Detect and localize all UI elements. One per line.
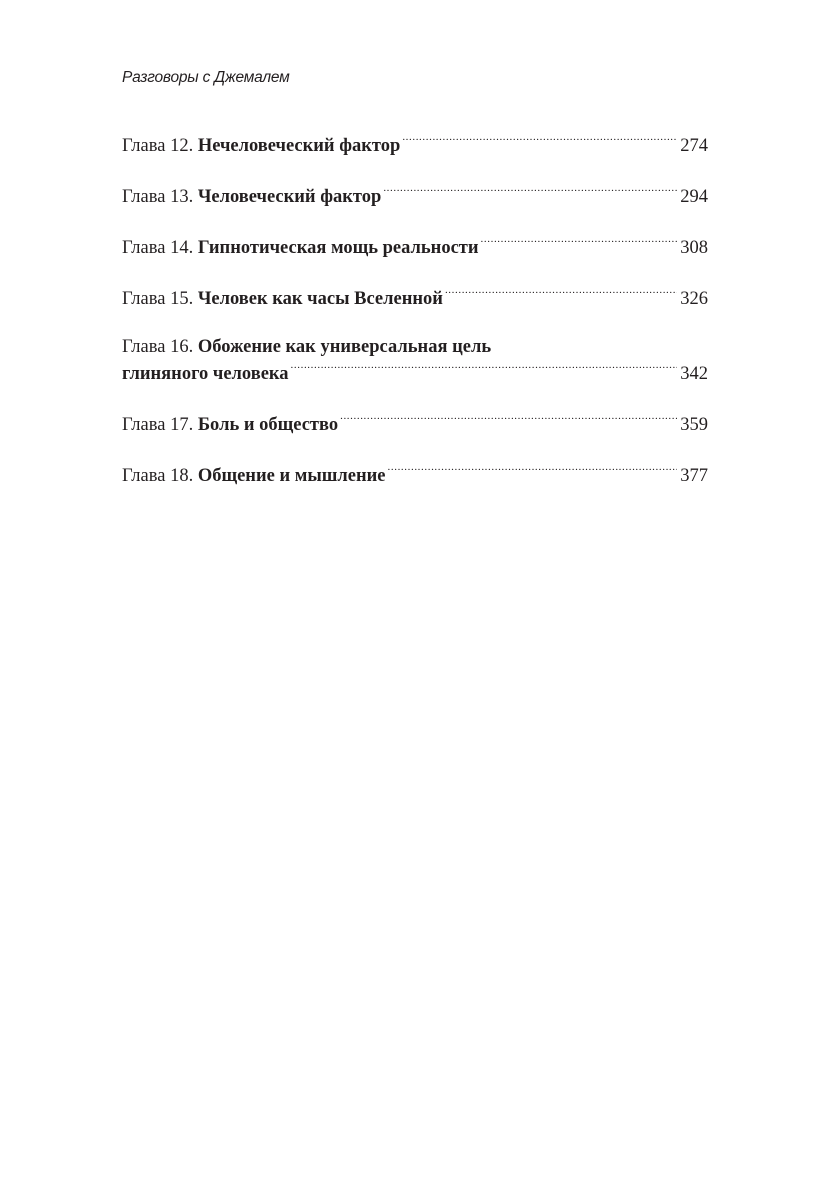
dot-leader xyxy=(388,461,678,481)
toc-line xyxy=(122,284,708,311)
toc-line xyxy=(122,131,708,158)
toc-line xyxy=(122,335,708,359)
toc-line xyxy=(122,233,708,260)
chapter-number: Глава 17. xyxy=(122,415,194,435)
chapter-number: Глава 16. xyxy=(122,337,194,357)
toc-line xyxy=(122,359,708,386)
page-number: 326 xyxy=(680,289,708,309)
dot-leader xyxy=(291,359,678,379)
chapter-title: Гипнотическая мощь реальности xyxy=(197,238,479,258)
dot-leader xyxy=(402,131,677,151)
running-head: Разговоры с Джемалем xyxy=(122,69,290,86)
chapter-title-line-2: глиняного человека xyxy=(122,364,289,384)
page-number: 308 xyxy=(680,238,708,258)
toc-line xyxy=(122,182,708,209)
dot-leader xyxy=(481,233,678,253)
chapter-title: Боль и общество xyxy=(197,415,339,435)
page-number: 359 xyxy=(680,415,708,435)
page-number: 377 xyxy=(680,466,708,486)
toc-line xyxy=(122,410,708,437)
chapter-title: Человеческий фактор xyxy=(197,187,382,207)
toc-entry-18 xyxy=(122,461,708,488)
toc-entry-16 xyxy=(122,335,708,386)
toc-entry-13 xyxy=(122,182,708,209)
table-of-contents xyxy=(122,131,708,512)
toc-entry-15 xyxy=(122,284,708,311)
chapter-number: Глава 15. xyxy=(122,289,194,309)
chapter-title: Человек как часы Вселенной xyxy=(197,289,443,309)
page-number: 294 xyxy=(680,187,708,207)
dot-leader xyxy=(445,284,677,304)
toc-entry-17 xyxy=(122,410,708,437)
chapter-title-line-1: Обожение как универсальная цель xyxy=(197,337,492,357)
page-number: 342 xyxy=(680,364,708,384)
chapter-title: Нечеловеческий фактор xyxy=(197,136,401,156)
toc-entry-14 xyxy=(122,233,708,260)
chapter-number: Глава 18. xyxy=(122,466,194,486)
page-number: 274 xyxy=(680,136,708,156)
dot-leader xyxy=(340,410,677,430)
dot-leader xyxy=(383,182,677,202)
chapter-number: Глава 14. xyxy=(122,238,194,258)
toc-entry-12 xyxy=(122,131,708,158)
chapter-number: Глава 12. xyxy=(122,136,194,156)
chapter-number: Глава 13. xyxy=(122,187,194,207)
toc-line xyxy=(122,461,708,488)
chapter-title: Общение и мышление xyxy=(197,466,386,486)
